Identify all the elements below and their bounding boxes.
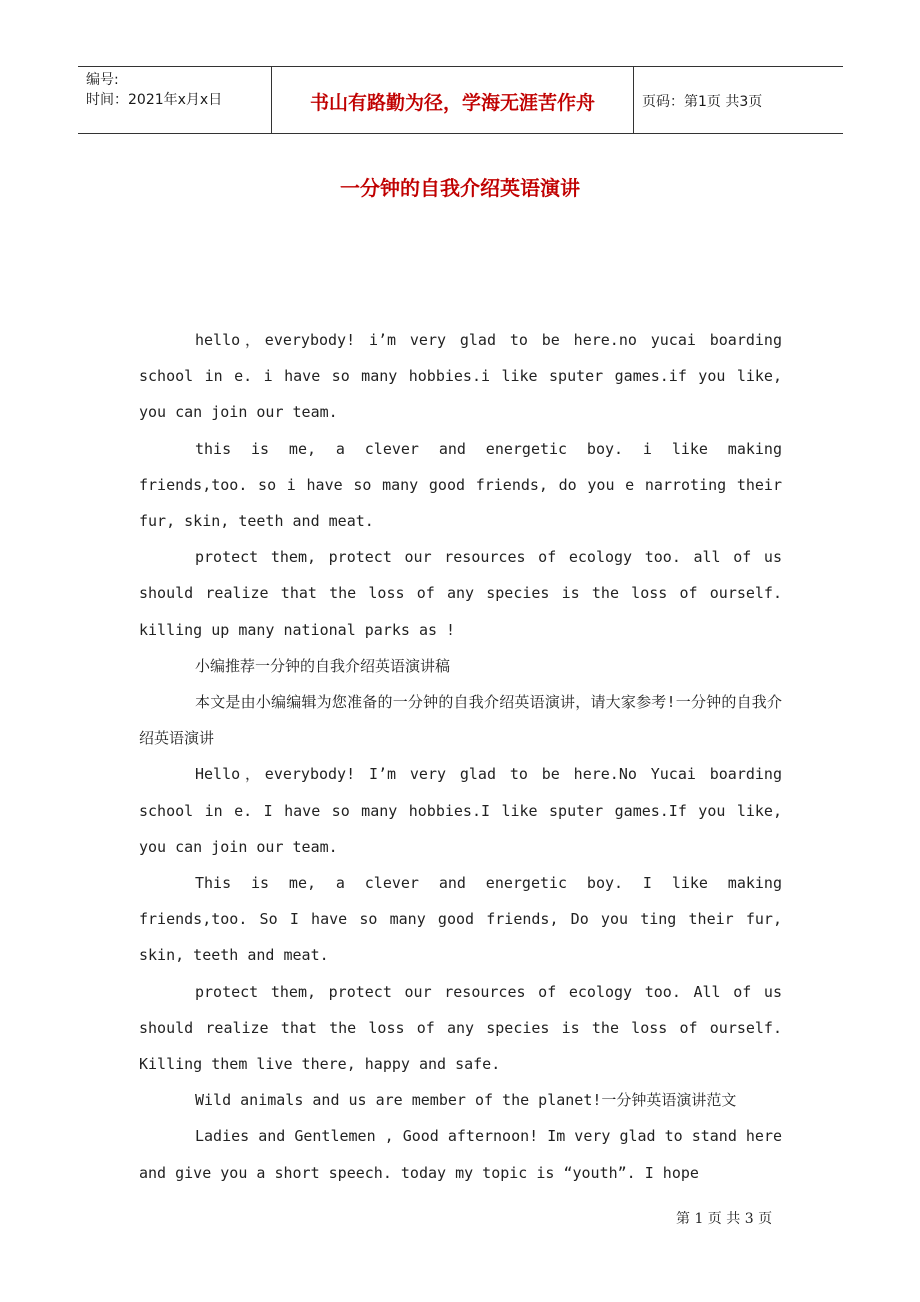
page-footer: 第 1 页 共 3 页	[676, 1211, 773, 1227]
paragraph: 本文是由小编编辑为您准备的一分钟的自我介绍英语演讲，请大家参考!一分钟的自我介绍英语演讲	[139, 693, 782, 748]
paragraph: protect them, protect our resources of ecology too. all of us should realize that the loss of any species is the loss of ourself. killing up many national parks as !	[139, 548, 782, 639]
document-title: 一分钟的自我介绍英语演讲	[340, 176, 580, 200]
paragraph: hello，everybody! i’m very glad to be here.no yucai boarding school in e. i have so many hobbies.i like sputer games.if you like, you can join our team.	[139, 331, 782, 422]
paragraph: 小编推荐一分钟的自我介绍英语演讲稿	[195, 656, 451, 675]
document-time-label: 时间：2021年x月x日	[86, 92, 223, 108]
paragraph: Hello，everybody! I’m very glad to be here.No Yucai boarding school in e. I have so many hobbies.I like sputer games.If you like, you can join our team.	[139, 765, 782, 856]
document-number-label: 编号:	[86, 72, 119, 88]
paragraph: this is me, a clever and energetic boy. i like making friends,too. so i have so many good friends, do you e narroting their fur, skin, teeth and meat.	[139, 439, 782, 531]
header-meta	[78, 67, 272, 133]
header-page-number: 页码：第1页 共3页	[642, 94, 763, 110]
document-body	[139, 322, 782, 1191]
paragraph: This is me, a clever and energetic boy. I like making friends,too. So I have so many good friends, Do you ting their fur, skin, teeth and meat.	[139, 874, 782, 965]
paragraph: protect them, protect our resources of ecology too. All of us should realize that the loss of any species is the loss of ourself. Killing them live there, happy and safe.	[139, 982, 782, 1074]
header-motto: 书山有路勤为径，学海无涯苦作舟	[272, 67, 634, 133]
paragraph: Wild animals and us are member of the planet!一分钟英语演讲范文	[195, 1091, 737, 1110]
paragraph: Ladies and Gentlemen , Good afternoon! Im very glad to stand here and give you a short speech. today my topic is “youth”. I hope	[139, 1127, 782, 1182]
page-header	[78, 66, 843, 134]
